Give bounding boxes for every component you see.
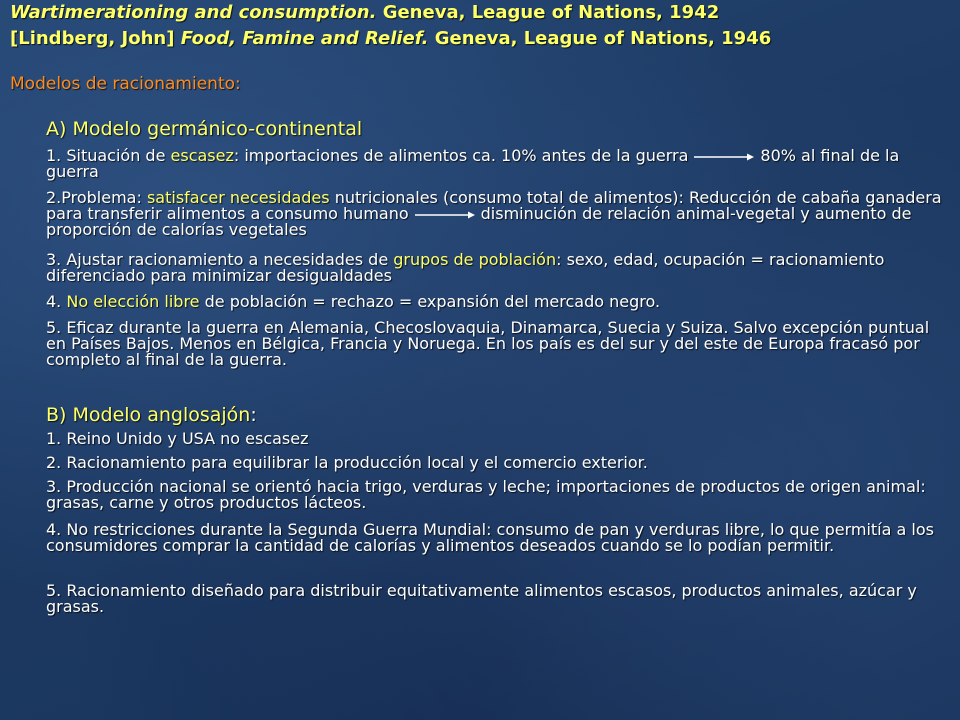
item-text: disminución de relación animal-vegetal y aumento de proporción de calorías vegetales (46, 204, 912, 239)
section-b-item-2: 2. Racionamiento para equilibrar la producción local y el comercio exterior. (46, 453, 648, 472)
section-b-item-3: 3. Producción nacional se orientó hacia trigo, verduras y leche; importaciones de productos de origen animal: grasas, carne y otros productos lácteos. (46, 477, 926, 512)
section-a-item-3 (46, 252, 946, 284)
item-text: 2.Problema: (46, 188, 147, 207)
item-text: : importaciones de alimentos ca. 10% antes de la guerra (233, 146, 689, 165)
section-a-item-2 (46, 190, 946, 238)
item-highlight: No elección libre (66, 292, 200, 311)
item-text: 3. Ajustar racionamiento a necesidades de (46, 250, 394, 269)
section-b-item-4: 4. No restricciones durante la Segunda Guerra Mundial: consumo de pan y verduras libre, lo que permitía a los consumidores comprar la cantidad de calorías y alimentos deseados cuando se lo podían permitir. (46, 520, 934, 555)
item-highlight: satisfacer necesidades (146, 188, 330, 207)
reference-2-author: [Lindberg, John] (10, 28, 181, 49)
item-text: : sexo, edad, ocupación = racionamiento diferenciado para minimizar desigualdades (46, 250, 885, 285)
reference-2-title: Food, Famine and Relief. (180, 28, 429, 49)
item-highlight: escasez (170, 146, 234, 165)
section-a-heading: A) Modelo germánico-continental (46, 118, 363, 140)
arrow-right-icon (694, 153, 754, 161)
section-b-item-1: 1. Reino Unido y USA no escasez (46, 429, 309, 448)
section-a-item-5: 5. Eficaz durante la guerra en Alemania, Checoslovaquia, Dinamarca, Suecia y Suiza. Salvo excepción puntual en Países Bajos. Menos en Bélgica, Francia y Noruega. En los país es del sur y del este de Europa fracasó por completo al final de la guerra. (46, 318, 930, 369)
item-text: de población = rechazo = expansión del mercado negro. (199, 292, 661, 311)
reference-2-publisher: Geneva, League of Nations, 1946 (428, 28, 772, 49)
reference-line-2 (10, 28, 771, 49)
arrow-right-icon (415, 211, 475, 219)
reference-1-title: Wartimerationing and consumption. (10, 2, 377, 23)
item-text: nutricionales (consumo total de alimentos): Reducción de cabaña ganadera para transferir alimentos a consumo humano (46, 188, 942, 223)
item-text: 4. (46, 292, 67, 311)
section-a-item-1 (46, 148, 946, 180)
section-b-heading-colon: : (250, 404, 257, 426)
section-a-item-4 (46, 294, 946, 310)
section-b-heading-text: B) Modelo anglosajón (46, 404, 251, 426)
item-text: 80% al final de la guerra (46, 146, 900, 181)
item-highlight: grupos de población (393, 250, 557, 269)
section-b-heading (46, 404, 257, 426)
reference-line-1 (10, 2, 719, 23)
page-subtitle: Modelos de racionamiento: (10, 74, 241, 94)
section-b-item-5: 5. Racionamiento diseñado para distribuir equitativamente alimentos escasos, productos animales, azúcar y grasas. (46, 581, 917, 616)
reference-1-publisher: Geneva, League of Nations, 1942 (376, 2, 720, 23)
item-text: 1. Situación de (46, 146, 171, 165)
